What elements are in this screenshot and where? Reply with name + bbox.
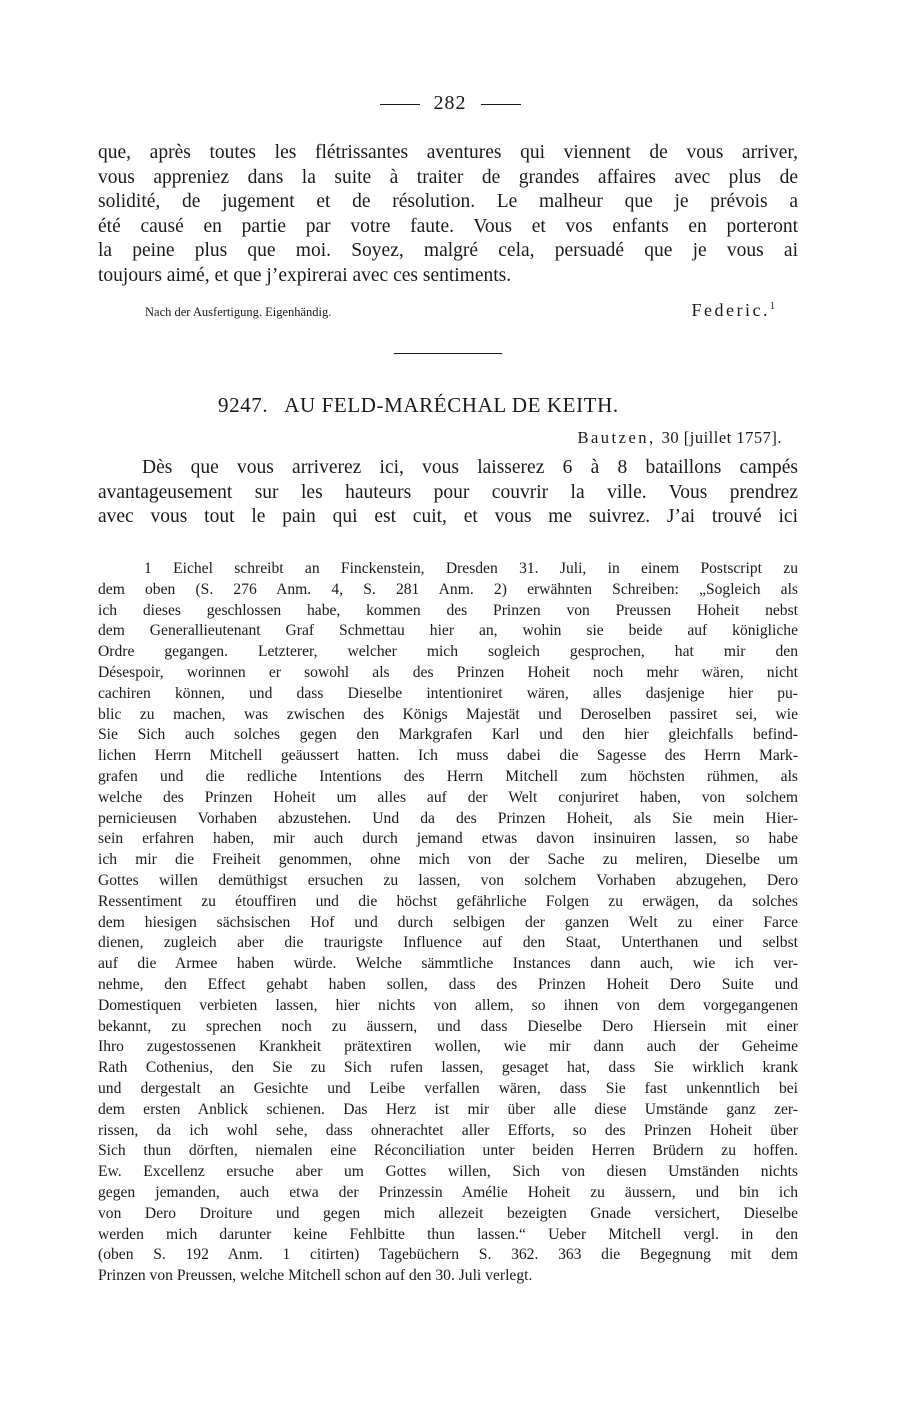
text-line: la peine plus que moi. Soyez, malgré cela, persuadé que je vous ai (98, 240, 798, 262)
footnote-line: Ew. Excellenz ersuche aber um Gottes willen, Sich von diesen Umständen nichts (98, 1163, 798, 1181)
page-number-rule-right (481, 104, 521, 105)
signature-text: Federic. (691, 300, 770, 320)
footnote-line: ich mir die Freiheit genommen, ohne mich von der Sache zu meliren, Dieselbe um (98, 851, 798, 869)
footnote-line: bekannt, zu sprechen noch zu äussern, und dass Dieselbe Dero Hiersein mit einer (98, 1017, 798, 1035)
footnote-line: rissen, da ich wohl sehe, dass ohnerachtet aller Efforts, so des Prinzen Hoheit über (98, 1121, 798, 1139)
letter-body (98, 456, 798, 530)
footnote-line: Ihro zugestossenen Krankheit prätextiren wollen, wie mir dann auch der Geheime (98, 1038, 798, 1056)
page-number-rule-left (380, 104, 420, 105)
footnote-line: ich dieses geschlossen habe, kommen des Prinzen von Preussen Hoheit nebst (98, 601, 798, 619)
footnote-line: sein erfahren haben, mir auch durch jemand etwas davon insinuiren lassen, so habe (98, 830, 798, 848)
footnote-line: pernicieusen Vorhaben abzustehen. Und da des Prinzen Hoheit, als Sie mein Hier- (98, 809, 798, 827)
footnote-line: lichen Herrn Mitchell geäussert hatten. Ich muss dabei die Sagesse des Herrn Mark- (98, 747, 798, 765)
previous-letter-ending (98, 141, 798, 289)
section-divider (394, 353, 502, 354)
footnote-line: Ordre gegangen. Letzterer, welcher mich sogleich gesprochen, hat mir den (98, 643, 798, 661)
footnote-line: Gottes willen demüthigst ersuchen zu lassen, von solchem Vorhaben abzugehen, Dero (98, 871, 798, 889)
footnote-line: dem ersten Anblick schienen. Das Herz ist mir über alle diese Umstände ganz zer- (98, 1100, 798, 1118)
text-line: avantageusement sur les hauteurs pour couvrir la ville. Vous prendrez (98, 481, 798, 503)
footnote-line: dem Generallieutenant Graf Schmettau hier an, wohin sie beide auf königliche (98, 622, 798, 640)
dateline-place: Bautzen, (577, 428, 656, 447)
text-line: toujours aimé, et que j’expirerai avec ces sentiments. (98, 264, 512, 286)
footnote-line: Prinzen von Preussen, welche Mitchell schon auf den 30. Juli verlegt. (98, 1267, 533, 1285)
text-line: avec vous tout le pain qui est cuit, et vous me suivrez. J’ai trouvé ici (98, 506, 798, 528)
footnote-line: dienen, zugleich aber die traurigste Influence auf den Staat, Unterthanen und selbst (98, 934, 798, 952)
footnote (98, 559, 798, 1287)
footnote-line: blic zu machen, was zwischen des Königs Majestät und Deroselben passiret sei, wie (98, 705, 798, 723)
footnote-line: (oben S. 192 Anm. 1 citirten) Tagebüchern S. 362. 363 die Begegnung mit dem (98, 1246, 798, 1264)
text-line: solidité, de jugement et de résolution. Le malheur que je prévois a (98, 191, 798, 213)
footnote-line: und dergestalt an Gesichte und Leibe verfallen wären, dass Sie fast unkenntlich bei (98, 1079, 798, 1097)
dateline-date: 30 [juillet 1757]. (661, 428, 782, 447)
signature (692, 300, 775, 321)
footnote-line: dem hiesigen sächsischen Hof und durch selbigen der ganzen Welt zu einer Farce (98, 913, 798, 931)
text-line: été causé en partie par votre faute. Vous et vos enfants en porteront (98, 215, 798, 237)
footnote-line: welche des Prinzen Hoheit um alles auf der Welt conjuriret haben, von solchem (98, 788, 798, 806)
letter-heading (218, 393, 619, 418)
footnote-line: nehme, den Effect gehabt haben sollen, dass des Prinzen Hoheit Dero Suite und (98, 975, 798, 993)
footnote-line: cachiren können, und dass Dieselbe intentioniret wären, alles dasjenige hier pu- (98, 684, 798, 702)
footnote-line: grafen und die redliche Intentions des Herrn Mitchell zum höchsten rühmen, als (98, 767, 798, 785)
text-line: que, après toutes les flétrissantes aventures qui viennent de vous arriver, (98, 142, 798, 163)
footnote-line: Ressentiment zu étouffiren und die höchst gefährliche Folgen zu erwägen, da solches (98, 892, 798, 910)
page-number (0, 92, 900, 115)
page-number-text: 282 (433, 92, 467, 114)
footnote-line: gegen jemanden, auch etwa der Prinzessin Amélie Hoheit zu äussern, und bin ich (98, 1183, 798, 1201)
dateline (577, 428, 782, 448)
source-note: Nach der Ausfertigung. Eigenhändig. (145, 305, 332, 319)
footnote-line: Désespoir, worinnen er sowohl als des Prinzen Hoheit noch mehr wären, nicht (98, 663, 798, 681)
letter-title: AU FELD-MARÉCHAL DE KEITH. (284, 393, 619, 417)
footnote-line: dem oben (S. 276 Anm. 4, S. 281 Anm. 2) erwähnten Schreiben: „Sogleich als (98, 580, 798, 598)
footnote-line: werden mich darunter keine Fehlbitte thun lassen.“ Ueber Mitchell vergl. in den (98, 1225, 798, 1243)
footnote-line: 1 Eichel schreibt an Finckenstein, Dresden 31. Juli, in einem Postscript zu (144, 560, 798, 577)
footnote-line: Sich thun dörften, niemalen eine Réconciliation unter beiden Herren Brüdern zu hoffen. (98, 1142, 798, 1160)
footnote-line: auf die Armee haben würde. Welche sämmtliche Instances dann auch, wie ich ver- (98, 955, 798, 973)
footnote-line: von Dero Droiture und gegen mich allezeit bezeigten Gnade versichert, Dieselbe (98, 1204, 798, 1222)
text-line: vous appreniez dans la suite à traiter de grandes affaires avec plus de (98, 166, 798, 188)
footnote-line: Rath Cothenius, den Sie zu Sich rufen lassen, gesaget hat, dass Sie wirklich krank (98, 1059, 798, 1077)
footnote-line: Sie Sich auch solches gegen den Markgrafen Karl und den hier gleichfalls befind- (98, 726, 798, 744)
footnote-reference: 1 (770, 301, 775, 312)
text-line: Dès que vous arriverez ici, vous laisserez 6 à 8 bataillons campés (142, 457, 798, 478)
footnote-line: Domestiquen verbieten lassen, hier nichts von allem, so ihnen von dem vorgegangenen (98, 996, 798, 1014)
letter-number: 9247. (218, 393, 269, 417)
